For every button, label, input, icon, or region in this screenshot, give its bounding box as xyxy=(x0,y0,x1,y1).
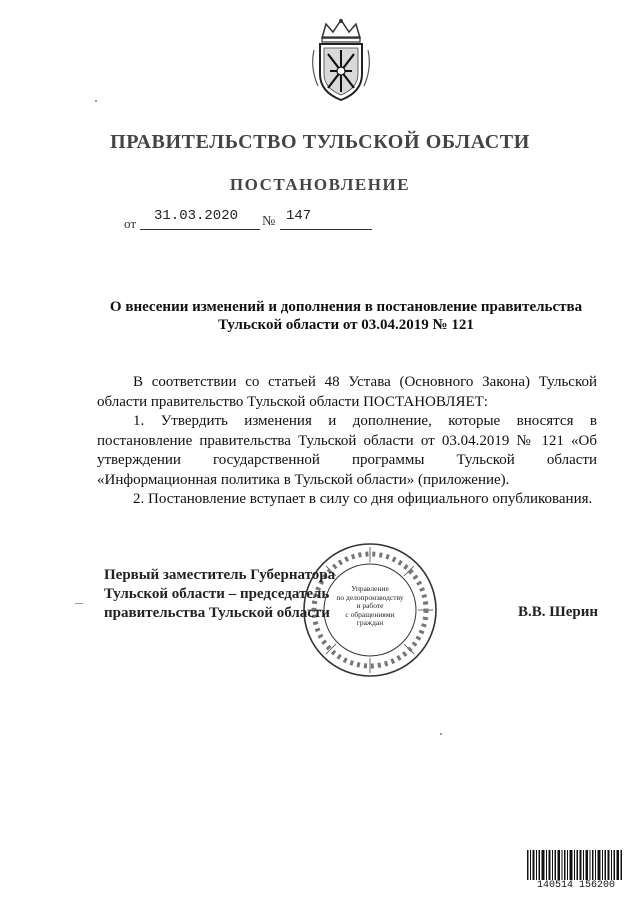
stamp-line-3: и работе xyxy=(356,601,384,610)
stamp-line-2: по делопроизводству xyxy=(336,592,404,602)
barcode-number: 140514 156200 xyxy=(528,880,624,891)
signer-position-line-1: Первый заместитель Губернатора xyxy=(104,567,336,583)
document-body xyxy=(97,373,597,510)
number-value: 147 xyxy=(286,208,312,224)
document-subject xyxy=(86,298,606,334)
date-label: от xyxy=(124,216,137,231)
stamp-inner-text xyxy=(330,585,410,628)
date-value: 31.03.2020 xyxy=(154,208,239,224)
signer-position-line-2: Тульской области – председатель xyxy=(104,586,330,602)
subject-line-2: Тульской области от 03.04.2019 № 121 xyxy=(218,317,474,333)
body-item-1: 1. Утвердить изменения и дополнение, которые вносятся в постановление правительства Тульской области от 03.04.2019 № 121 «Об утверждении государственной программы Тульской области «Информационная политика в Тульской области» (приложение). xyxy=(97,413,597,488)
stamp-line-5: граждан xyxy=(356,618,384,627)
coat-of-arms-emblem xyxy=(308,16,374,104)
barcode xyxy=(527,850,623,884)
signer-position xyxy=(104,566,335,623)
body-preamble: В соответствии со статьей 48 Устава (Основного Закона) Тульской области правительство Тульской области ПОСТАНОВЛЯЕТ: xyxy=(97,374,597,410)
signer-name: В.В. Шерин xyxy=(518,604,599,620)
number-label: № xyxy=(262,214,276,229)
stamp-line-4: с обращениями xyxy=(345,609,395,619)
number-underline xyxy=(280,229,372,230)
government-title: ПРАВИТЕЛЬСТВО ТУЛЬСКОЙ ОБЛАСТИ xyxy=(110,131,530,153)
stamp-line-1: Управление xyxy=(351,584,389,593)
signer-position-line-3: правительства Тульской области xyxy=(104,605,330,621)
subject-line-1: О внесении изменений и дополнения в постановление правительства xyxy=(109,299,583,315)
body-item-2: 2. Постановление вступает в силу со дня официального опубликования. xyxy=(133,491,593,507)
document-type: ПОСТАНОВЛЕНИЕ xyxy=(229,175,411,194)
scan-speck xyxy=(440,733,442,735)
scan-speck xyxy=(75,603,83,604)
scan-speck xyxy=(95,100,97,102)
date-underline xyxy=(140,229,260,230)
registration-line xyxy=(124,208,384,232)
